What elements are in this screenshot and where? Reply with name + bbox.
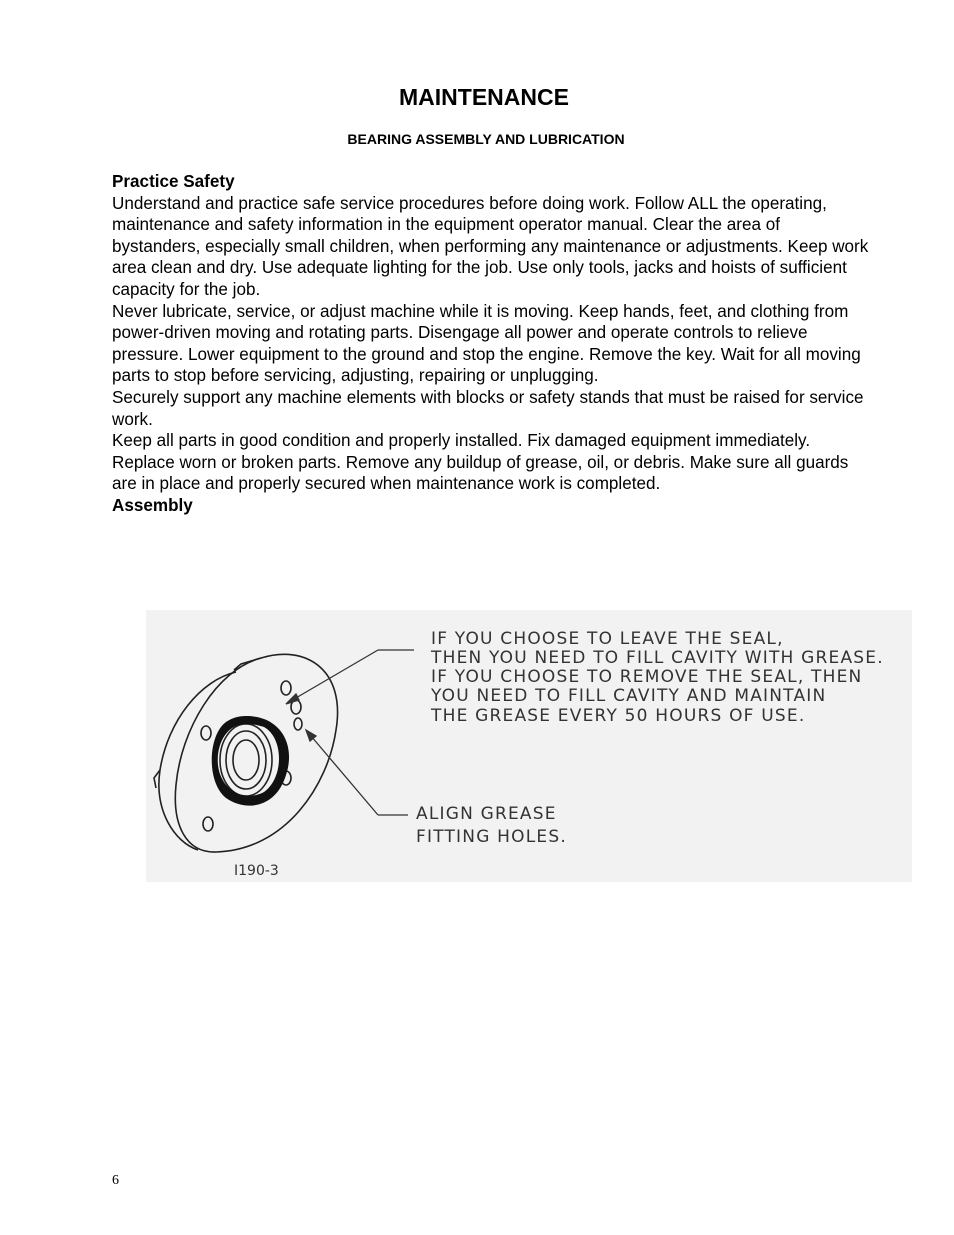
bearing-assembly-figure	[146, 610, 912, 882]
figure-id-label: I190-3	[234, 863, 279, 879]
paragraph-safe-procedures: Understand and practice safe service procedures before doing work. Follow ALL the operating, maintenance and safety information in the equipment operator manual. Clear the area of bystanders, especially small children, when performing any maintenance or adjustments. Keep work area clean and dry. Use adequate lighting for the job. Use only tools, jacks and hoists of sufficient capacity for the job.	[112, 193, 869, 299]
callout-seal-line-1: IF YOU CHOOSE TO LEAVE THE SEAL,	[431, 629, 784, 649]
callout-seal-line-4: YOU NEED TO FILL CAVITY AND MAINTAIN	[431, 686, 827, 706]
page-number: 6	[112, 1173, 119, 1188]
callout-seal-line-5: THE GREASE EVERY 50 HOURS OF USE.	[431, 706, 806, 726]
bearing-flange-drawing	[154, 654, 338, 852]
callout-seal-line-3: IF YOU CHOOSE TO REMOVE THE SEAL, THEN	[431, 667, 863, 687]
callout-align-line-1: ALIGN GREASE	[416, 804, 557, 824]
leader-lines	[286, 650, 414, 815]
seal-ring	[212, 716, 289, 806]
body-text	[112, 171, 872, 517]
page-title: MAINTENANCE	[399, 84, 569, 110]
callout-align-line-2: FITTING HOLES.	[416, 827, 567, 847]
section-heading-practice-safety: Practice Safety	[112, 172, 235, 191]
paragraph-keep-parts: Keep all parts in good condition and properly installed. Fix damaged equipment immediately. Replace worn or broken parts. Remove any buildup of grease, oil, or debris. Make sure all guards are in place and properly secured when maintenance work is completed.	[112, 431, 849, 494]
page-subtitle: BEARING ASSEMBLY AND LUBRICATION	[347, 131, 625, 147]
paragraph-support-elements: Securely support any machine elements with blocks or safety stands that must be raised for service work.	[112, 387, 864, 429]
bearing-illustration	[146, 610, 912, 882]
paragraph-never-lubricate: Never lubricate, service, or adjust machine while it is moving. Keep hands, feet, and clothing from power-driven moving and rotating parts. Disengage all power and operate controls to relieve pressure. Lower equipment to the ground and stop the engine. Remove the key. Wait for all moving parts to stop before servicing, adjusting, repairing or unplugging.	[112, 301, 861, 386]
callout-seal-line-2: THEN YOU NEED TO FILL CAVITY WITH GREASE.	[431, 648, 884, 668]
section-heading-assembly: Assembly	[112, 495, 193, 515]
